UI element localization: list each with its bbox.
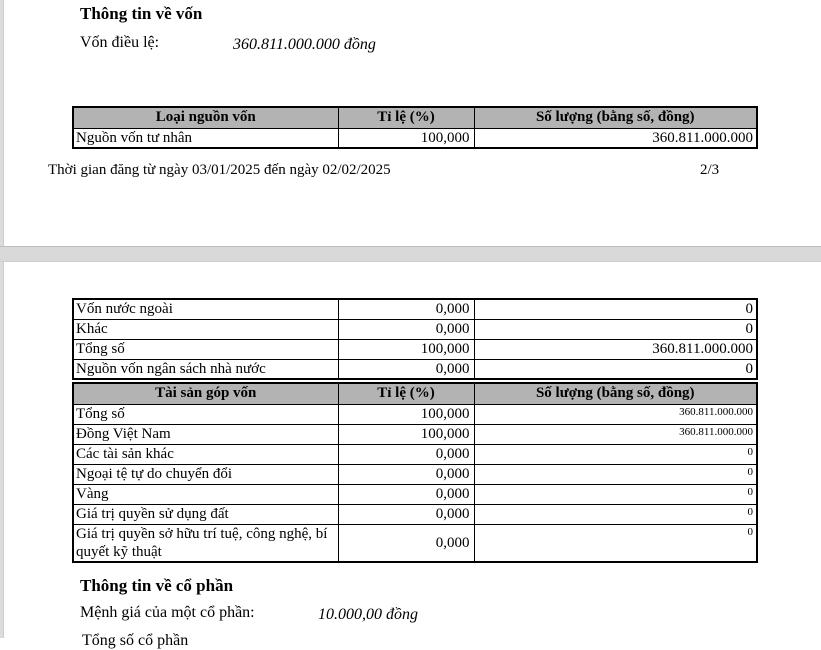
table-row: [73, 424, 757, 444]
cell-ratio: 0,000: [338, 444, 474, 464]
cell-amount: 0: [474, 444, 757, 464]
cell-amount: 0: [474, 359, 757, 379]
contributed-assets-table: [72, 382, 758, 563]
cell-source-type: Vốn nước ngoài: [73, 299, 338, 319]
par-value-value: 10.000,00 đồng: [318, 606, 418, 623]
page-break-gap: [0, 246, 821, 262]
column-header-amount: Số lượng (bằng số, đồng): [474, 383, 757, 404]
cell-ratio: 0,000: [338, 484, 474, 504]
cell-ratio: 100,000: [338, 128, 474, 148]
table-row: [73, 319, 757, 339]
cell-source-type: Nguồn vốn tư nhân: [73, 128, 338, 148]
table-header-row: [73, 107, 757, 128]
table-row: [73, 339, 757, 359]
cell-ratio: 0,000: [338, 504, 474, 524]
page-1: [4, 0, 821, 246]
cell-amount: 360.811.000.000: [474, 404, 757, 424]
table-row: [73, 484, 757, 504]
charter-capital-value: 360.811.000.000 đồng: [233, 36, 376, 53]
column-header-source-type: Loại nguồn vốn: [73, 107, 338, 128]
cell-asset-type: Giá trị quyền sở hữu trí tuệ, công nghệ, bí quyết kỹ thuật: [73, 524, 338, 562]
cell-ratio: 100,000: [338, 339, 474, 359]
table-row: [73, 504, 757, 524]
table-row: [73, 359, 757, 379]
table-row: [73, 444, 757, 464]
column-header-asset-type: Tài sản góp vốn: [73, 383, 338, 404]
cell-asset-type: Các tài sản khác: [73, 444, 338, 464]
page-number: 2/3: [700, 162, 720, 178]
cell-amount: 360.811.000.000: [474, 128, 757, 148]
cell-ratio: 0,000: [338, 299, 474, 319]
cell-asset-type: Ngoại tệ tự do chuyển đổi: [73, 464, 338, 484]
capital-source-table: [72, 106, 758, 149]
partial-next-line: Tổng số cổ phần: [82, 632, 189, 649]
cell-ratio: 100,000: [338, 424, 474, 444]
cell-asset-type: Vàng: [73, 484, 338, 504]
cell-source-type: Khác: [73, 319, 338, 339]
column-header-amount: Số lượng (bằng số, đồng): [474, 107, 757, 128]
cell-amount: 360.811.000.000: [474, 339, 757, 359]
cell-source-type: Nguồn vốn ngân sách nhà nước: [73, 359, 338, 379]
cell-amount: 0: [474, 484, 757, 504]
cell-asset-type: Giá trị quyền sử dụng đất: [73, 504, 338, 524]
publication-period: Thời gian đăng từ ngày 03/01/2025 đến ngày 02/02/2025: [48, 162, 391, 178]
par-value-label: Mệnh giá của một cổ phần:: [80, 604, 255, 621]
cell-ratio: 0,000: [338, 524, 474, 562]
cell-ratio: 0,000: [338, 464, 474, 484]
table-row: [73, 524, 757, 562]
cell-ratio: 100,000: [338, 404, 474, 424]
table-row: [73, 404, 757, 424]
cell-asset-type: Tổng số: [73, 404, 338, 424]
cell-ratio: 0,000: [338, 319, 474, 339]
cell-amount: 0: [474, 299, 757, 319]
table-row: [73, 299, 757, 319]
page-2: [4, 262, 821, 649]
column-header-ratio: Tỉ lệ (%): [338, 107, 474, 128]
table-header-row: [73, 383, 757, 404]
shares-section-heading: Thông tin về cổ phần: [80, 576, 234, 595]
cell-amount: 0: [474, 504, 757, 524]
table-row: [73, 464, 757, 484]
table-row: [73, 128, 757, 148]
charter-capital-label: Vốn điều lệ:: [80, 34, 160, 51]
cell-ratio: 0,000: [338, 359, 474, 379]
column-header-ratio: Tỉ lệ (%): [338, 383, 474, 404]
capital-source-table-continued: [72, 298, 758, 380]
cell-amount: 0: [474, 524, 757, 562]
cell-amount: 360.811.000.000: [474, 424, 757, 444]
cell-asset-type: Đồng Việt Nam: [73, 424, 338, 444]
cell-amount: 0: [474, 464, 757, 484]
cell-amount: 0: [474, 319, 757, 339]
cell-source-type: Tổng số: [73, 339, 338, 359]
capital-section-heading: Thông tin về vốn: [80, 4, 203, 23]
